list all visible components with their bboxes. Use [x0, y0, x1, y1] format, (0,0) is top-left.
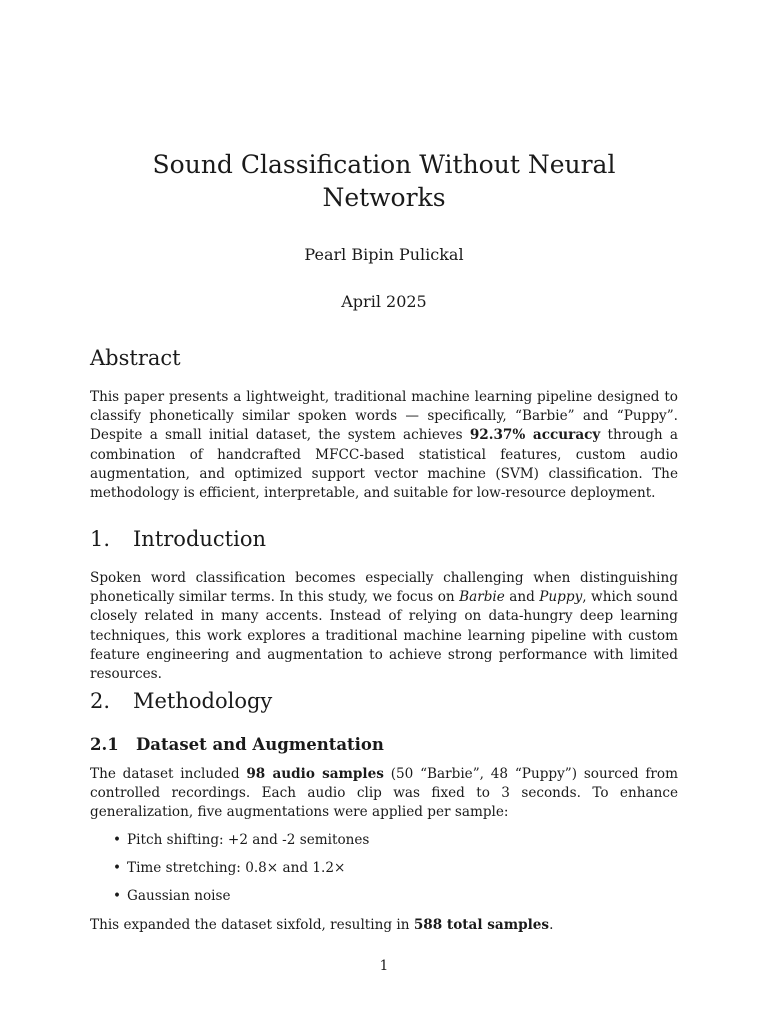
author-name: Pearl Bipin Pulickal — [304, 245, 464, 264]
intro-text-part: and — [504, 589, 540, 606]
publication-date: April 2025 — [341, 292, 427, 311]
bullet-icon: • — [113, 888, 122, 904]
list-item — [90, 859, 678, 887]
list-item-text: Time stretching: 0.8× and 1.2× — [127, 860, 346, 876]
total-samples-highlight: 588 total samples — [413, 917, 550, 933]
dataset-text — [90, 765, 678, 823]
bullet-icon: • — [113, 832, 122, 848]
intro-text-part: Spoken word classification becomes especially challenging when distinguishing phonetically similar terms. In this study, we focus on — [90, 570, 678, 606]
abstract-text-part: This paper presents a lightweight, traditional machine learning pipeline designed to classify phonetically similar spoken words — specifically, “Barbie” and “Puppy”. Despite a small initial dataset, the system achieves — [90, 389, 678, 444]
intro-text-part: , which sound closely related in many accents. Instead of relying on data-hungry deep learning techniques, this work explores a traditional machine learning pipeline with custom feature engineering and augmentation to achieve strong performance with limited resources. — [90, 589, 678, 683]
section-number: 1. — [90, 527, 111, 551]
closing-text-part: This expanded the dataset sixfold, resulting in — [90, 917, 414, 933]
section-number: 2. — [90, 689, 111, 713]
subsection-title: Dataset and Augmentation — [136, 735, 384, 754]
term-puppy: Puppy — [539, 589, 583, 606]
dataset-text-part: The dataset included — [90, 766, 247, 782]
sample-count-highlight: 98 audio samples — [246, 766, 384, 782]
term-barbie: Barbie — [459, 589, 505, 606]
dataset-closing-text — [90, 916, 678, 935]
dataset-text-part: (50 “Barbie”, 48 “Puppy”) sourced from controlled recordings. Each audio clip was fixed to 3 seconds. To enhance generalization, five augmentations were applied per sample: — [90, 766, 678, 821]
augmentation-list — [90, 831, 678, 915]
section-title: Methodology — [133, 689, 273, 713]
closing-text-part: . — [549, 917, 554, 933]
introduction-text — [90, 569, 678, 684]
paper-title: Sound Classification Without Neural Networks — [152, 150, 616, 212]
list-item — [90, 831, 678, 859]
list-item-text: Gaussian noise — [127, 888, 231, 904]
methodology-heading — [90, 689, 272, 713]
list-item — [90, 887, 678, 915]
introduction-heading — [90, 527, 266, 551]
accuracy-highlight: 92.37% accuracy — [469, 427, 601, 444]
bullet-icon: • — [113, 860, 122, 876]
subsection-number: 2.1 — [90, 735, 119, 754]
section-title: Introduction — [133, 527, 266, 551]
dataset-subsection-heading — [90, 735, 384, 754]
list-item-text: Pitch shifting: +2 and -2 semitones — [127, 832, 370, 848]
page-number: 1 — [379, 958, 389, 974]
abstract-text — [90, 388, 678, 503]
abstract-heading: Abstract — [90, 346, 181, 370]
abstract-text-part: through a combination of handcrafted MFCC-based statistical features, custom audio augmentation, and optimized support vector machine (SVM) classification. The methodology is efficient, interpretable, and suitable for low-resource deployment. — [90, 427, 678, 502]
